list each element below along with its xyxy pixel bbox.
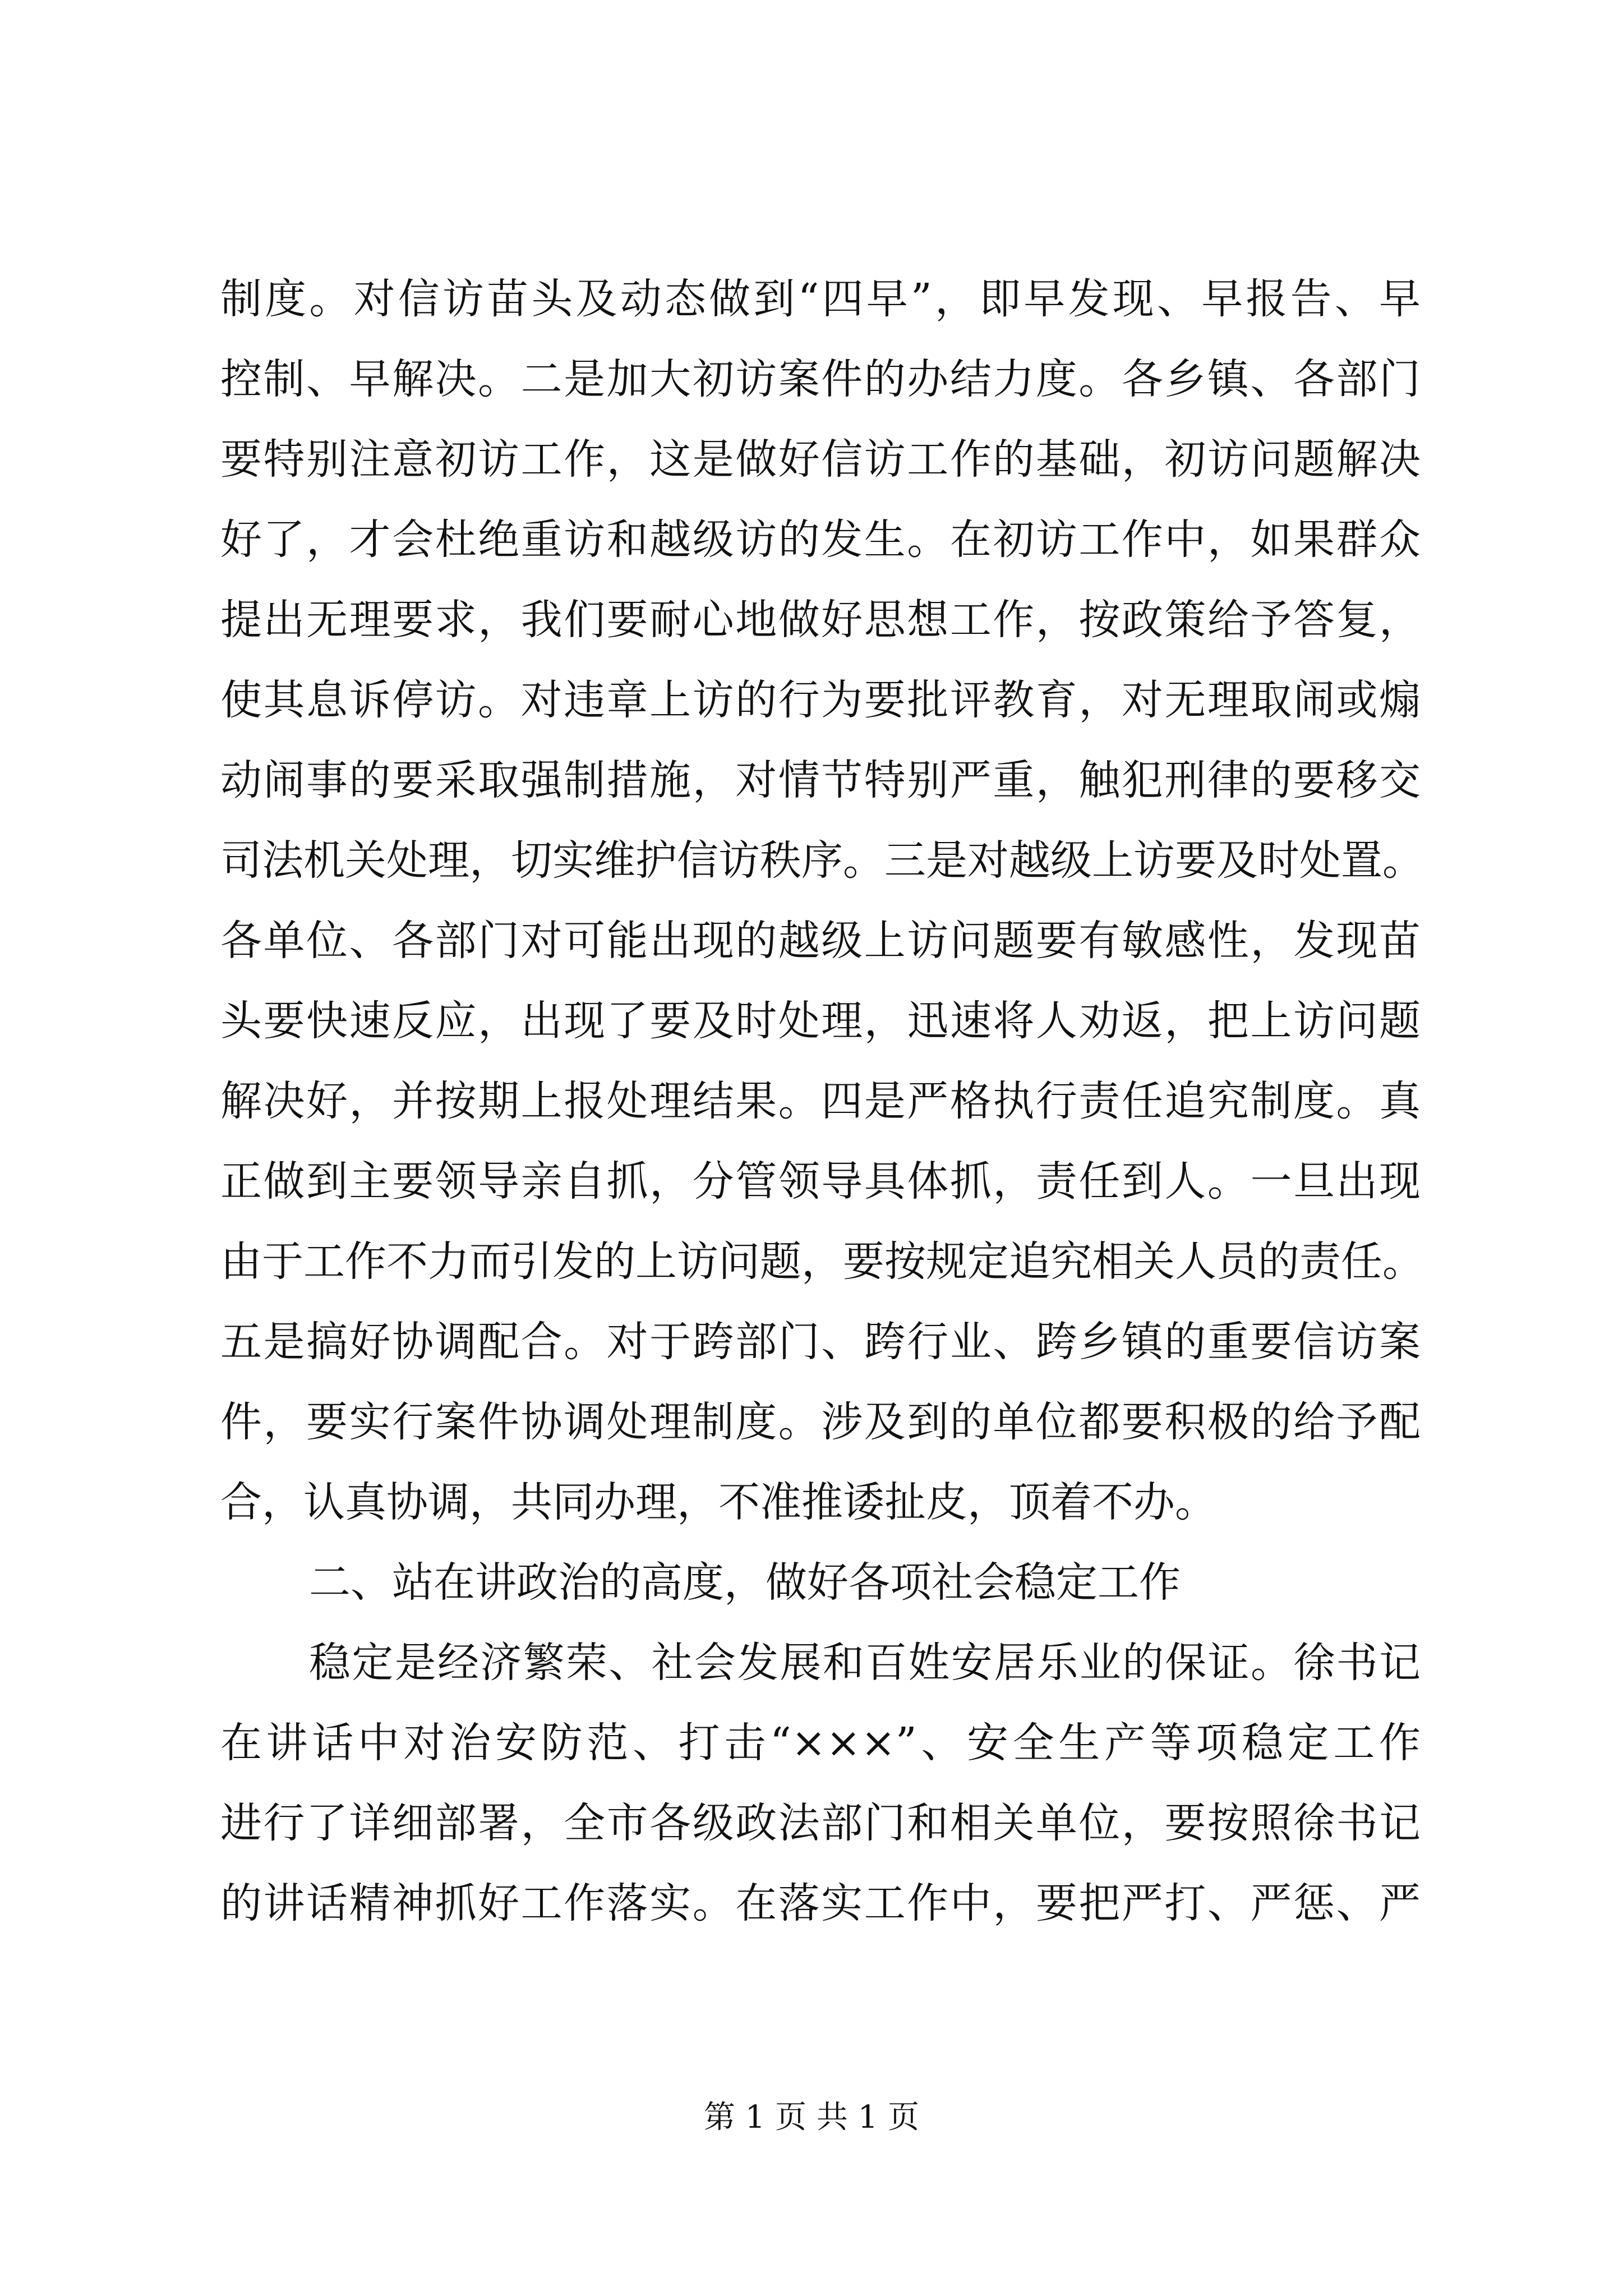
- text-line-2: 控制、早解决。二是加大初访案件的办结力度。各乡镇、各部门: [220, 355, 1421, 403]
- text-line-13: 由于工作不力而引发的上访问题，要按规定追究相关人员的责任。: [220, 1237, 1424, 1286]
- text-line-1: 制度。对信访苗头及动态做到“四早”，即早发现、早报告、早: [220, 275, 1421, 323]
- text-line-18: 稳定是经济繁荣、社会发展和百姓安居乐业的保证。徐书记: [309, 1639, 1421, 1687]
- text-line-6: 使其息诉停访。对违章上访的行为要批评教育，对无理取闹或煽: [220, 676, 1421, 724]
- page-number-label: 第 1 页 共 1 页: [703, 2099, 920, 2136]
- text-line-20: 进行了详细部署，全市各级政法部门和相关单位，要按照徐书记: [220, 1799, 1421, 1847]
- text-line-11: 解决好，并按期上报处理结果。四是严格执行责任追究制度。真: [220, 1077, 1421, 1125]
- text-line-7: 动闹事的要采取强制措施，对情节特别严重，触犯刑律的要移交: [220, 756, 1421, 804]
- text-line-19: 在讲话中对治安防范、打击“×××”、安全生产等项稳定工作: [220, 1719, 1421, 1767]
- text-line-4: 好了，才会杜绝重访和越级访的发生。在初访工作中，如果群众: [220, 516, 1421, 564]
- page-footer: [0, 2098, 1623, 2137]
- text-line-16: 合，认真协调，共同办理，不准推诿扯皮，顶着不办。: [220, 1478, 1216, 1526]
- text-line-3: 要特别注意初访工作，这是做好信访工作的基础，初访问题解决: [220, 435, 1421, 484]
- text-line-21: 的讲话精神抓好工作落实。在落实工作中，要把严打、严惩、严: [220, 1879, 1421, 1927]
- section-heading: 二、站在讲政治的高度，做好各项社会稳定工作: [309, 1558, 1181, 1607]
- text-line-15: 件，要实行案件协调处理制度。涉及到的单位都要积极的给予配: [220, 1398, 1421, 1446]
- text-line-10: 头要快速反应，出现了要及时处理，迅速将人劝返，把上访问题: [220, 997, 1421, 1045]
- text-line-8: 司法机关处理，切实维护信访秩序。三是对越级上访要及时处置。: [220, 836, 1424, 885]
- text-line-12: 正做到主要领导亲自抓，分管领导具体抓，责任到人。一旦出现: [220, 1157, 1421, 1205]
- text-line-14: 五是搞好协调配合。对于跨部门、跨行业、跨乡镇的重要信访案: [220, 1318, 1421, 1366]
- text-line-9: 各单位、各部门对可能出现的越级上访问题要有敏感性，发现苗: [220, 917, 1421, 965]
- text-line-5: 提出无理要求，我们要耐心地做好思想工作，按政策给予答复，: [220, 596, 1421, 644]
- document-body: [220, 259, 1424, 1944]
